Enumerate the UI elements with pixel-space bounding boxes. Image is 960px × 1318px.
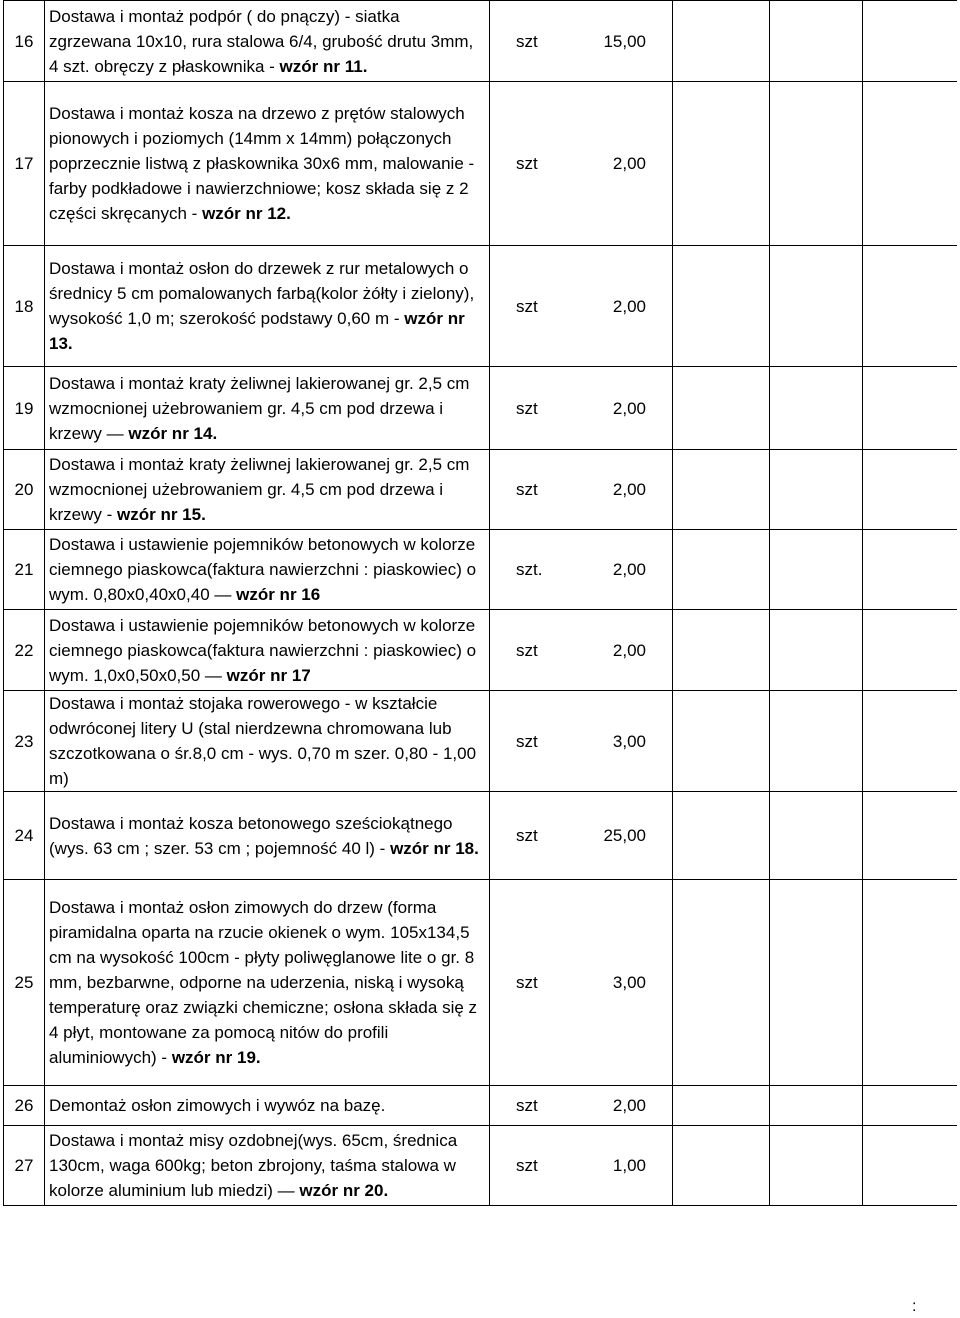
unit: szt xyxy=(516,1156,538,1175)
pattern-reference: wzór nr 18. xyxy=(390,838,479,858)
unit: szt xyxy=(516,731,538,751)
pattern-reference: wzór nr 19. xyxy=(171,1048,261,1067)
empty-cell xyxy=(863,530,957,610)
empty-cell xyxy=(770,450,863,530)
table-row xyxy=(4,880,957,1086)
quantity-cell xyxy=(490,792,673,880)
row-number: 23 xyxy=(4,691,45,792)
row-number: 21 xyxy=(4,530,45,610)
item-description: Dostawa i montaż podpór ( do pnączy) - siatka zgrzewana 10x10, rura stalowa 6/4, grubość drutu 3mm, 4 szt. obręczy z płaskownika - wzór nr 11. xyxy=(45,1,490,82)
quantity: 2,00 xyxy=(612,480,646,499)
row-number: 26 xyxy=(4,1086,45,1126)
unit: szt xyxy=(516,296,538,316)
empty-cell xyxy=(673,450,770,530)
row-number: 20 xyxy=(4,450,45,530)
empty-cell xyxy=(770,1,863,82)
quantity-cell xyxy=(490,1126,673,1206)
quantity-cell xyxy=(490,82,673,246)
pattern-reference: wzór nr 16 xyxy=(236,585,321,604)
empty-cell xyxy=(863,691,957,792)
empty-cell xyxy=(673,367,770,450)
table-row xyxy=(4,792,957,880)
item-description: Dostawa i montaż kosza betonowego sześciokątnego (wys. 63 cm ; szer. 53 cm ; pojemność 40 l) - wzór nr 18. xyxy=(45,792,490,880)
item-description: Dostawa i montaż kosza na drzewo z prętów stalowych pionowych i poziomych (14mm x 14mm) połączonych poprzecznie listwą z płaskownika 30x6 mm, malowanie - farby podkładowe i nawierzchniowe; kosz składa się z 2 części skręcanych - wzór nr 12. xyxy=(45,82,490,246)
pattern-reference: wzór nr 11. xyxy=(279,56,368,76)
bill-of-quantities-table xyxy=(3,0,957,1206)
empty-cell xyxy=(673,1,770,82)
empty-cell xyxy=(863,1126,957,1206)
quantity: 2,00 xyxy=(612,154,646,173)
pattern-reference: wzór nr 17 xyxy=(226,665,311,685)
empty-cell xyxy=(770,367,863,450)
pattern-reference: wzór nr 13. xyxy=(49,309,465,353)
quantity-cell xyxy=(490,1,673,82)
empty-cell xyxy=(673,1086,770,1126)
quantity: 3,00 xyxy=(612,731,646,751)
empty-cell xyxy=(673,1126,770,1206)
unit: szt. xyxy=(516,560,543,579)
empty-cell xyxy=(770,246,863,367)
empty-cell xyxy=(673,530,770,610)
table-row xyxy=(4,1086,957,1126)
quantity: 15,00 xyxy=(603,31,646,51)
table-row xyxy=(4,82,957,246)
table-row xyxy=(4,691,957,792)
quantity: 2,00 xyxy=(612,398,646,418)
table-row xyxy=(4,450,957,530)
row-number: 16 xyxy=(4,1,45,82)
item-description: Dostawa i montaż osłon do drzewek z rur metalowych o średnicy 5 cm pomalowanych farbą(kolor żółty i zielony), wysokość 1,0 m; szerokość podstawy 0,60 m - wzór nr 13. xyxy=(45,246,490,367)
unit: szt xyxy=(516,398,538,418)
pattern-reference: wzór nr 15. xyxy=(117,505,206,524)
empty-cell xyxy=(770,530,863,610)
quantity: 3,00 xyxy=(612,973,646,992)
row-number: 22 xyxy=(4,610,45,691)
empty-cell xyxy=(863,792,957,880)
unit: szt xyxy=(516,826,538,845)
quantity-cell xyxy=(490,691,673,792)
page-footer-mark: : xyxy=(912,1298,917,1315)
unit: szt xyxy=(516,973,538,992)
pattern-reference: wzór nr 20. xyxy=(299,1181,389,1200)
unit: szt xyxy=(516,31,538,51)
empty-cell xyxy=(863,610,957,691)
row-number: 24 xyxy=(4,792,45,880)
row-number: 17 xyxy=(4,82,45,246)
empty-cell xyxy=(770,82,863,246)
table-row xyxy=(4,367,957,450)
empty-cell xyxy=(863,880,957,1086)
table-row xyxy=(4,1126,957,1206)
item-description: Dostawa i ustawienie pojemników betonowych w kolorze ciemnego piaskowca(faktura nawierzchni : piaskowiec) o wym. 1,0x0,50x0,50 — wzór nr 17 xyxy=(45,610,490,691)
empty-cell xyxy=(770,1126,863,1206)
empty-cell xyxy=(673,880,770,1086)
quantity-cell xyxy=(490,1086,673,1126)
empty-cell xyxy=(673,691,770,792)
row-number: 27 xyxy=(4,1126,45,1206)
item-description: Dostawa i montaż kraty żeliwnej lakierowanej gr. 2,5 cm wzmocnionej użebrowaniem gr. 4,5 cm pod drzewa i krzewy — wzór nr 14. xyxy=(45,367,490,450)
row-number: 25 xyxy=(4,880,45,1086)
empty-cell xyxy=(863,246,957,367)
empty-cell xyxy=(673,82,770,246)
quantity-cell xyxy=(490,610,673,691)
empty-cell xyxy=(863,367,957,450)
empty-cell xyxy=(863,1086,957,1126)
empty-cell xyxy=(863,450,957,530)
item-description: Demontaż osłon zimowych i wywóz na bazę. xyxy=(45,1086,490,1126)
table-row xyxy=(4,1,957,82)
empty-cell xyxy=(673,610,770,691)
item-description: Dostawa i montaż kraty żeliwnej lakierowanej gr. 2,5 cm wzmocnionej użebrowaniem gr. 4,5 cm pod drzewa i krzewy - wzór nr 15. xyxy=(45,450,490,530)
item-description: Dostawa i montaż stojaka rowerowego - w kształcie odwróconej litery U (stal nierdzewna chromowana lub szczotkowana o śr.8,0 cm - wys. 0,70 m szer. 0,80 - 1,00 m) xyxy=(45,691,490,792)
table-row xyxy=(4,246,957,367)
empty-cell xyxy=(863,1,957,82)
pattern-reference: wzór nr 12. xyxy=(202,204,291,223)
quantity-cell xyxy=(490,246,673,367)
item-description: Dostawa i ustawienie pojemników betonowych w kolorze ciemnego piaskowca(faktura nawierzchni : piaskowiec) o wym. 0,80x0,40x0,40 — wzór nr 16 xyxy=(45,530,490,610)
empty-cell xyxy=(770,792,863,880)
table-row xyxy=(4,530,957,610)
empty-cell xyxy=(863,82,957,246)
quantity: 1,00 xyxy=(612,1156,646,1175)
empty-cell xyxy=(770,691,863,792)
row-number: 19 xyxy=(4,367,45,450)
row-number: 18 xyxy=(4,246,45,367)
unit: szt xyxy=(516,154,538,173)
empty-cell xyxy=(673,246,770,367)
unit: szt xyxy=(516,480,538,499)
quantity: 2,00 xyxy=(612,640,646,660)
quantity-cell xyxy=(490,530,673,610)
quantity: 25,00 xyxy=(603,826,646,845)
quantity: 2,00 xyxy=(612,1096,646,1115)
quantity-cell xyxy=(490,367,673,450)
empty-cell xyxy=(770,880,863,1086)
empty-cell xyxy=(770,1086,863,1126)
quantity: 2,00 xyxy=(612,560,646,579)
empty-cell xyxy=(770,610,863,691)
item-description: Dostawa i montaż osłon zimowych do drzew (forma piramidalna oparta na rzucie okienek o wym. 105x134,5 cm na wysokość 100cm - płyty poliwęglanowe lite o gr. 8 mm, bezbarwne, odporne na uderzenia, niską i wysoką temperaturę oraz związki chemiczne; osłona składa się z 4 płyt, montowane za pomocą nitów do profili aluminiowych) - wzór nr 19. xyxy=(45,880,490,1086)
unit: szt xyxy=(516,640,538,660)
pattern-reference: wzór nr 14. xyxy=(128,423,218,443)
quantity-cell xyxy=(490,880,673,1086)
table-row xyxy=(4,610,957,691)
quantity-cell xyxy=(490,450,673,530)
unit: szt xyxy=(516,1096,538,1115)
quantity: 2,00 xyxy=(612,296,646,316)
empty-cell xyxy=(673,792,770,880)
item-description: Dostawa i montaż misy ozdobnej(wys. 65cm, średnica 130cm, waga 600kg; beton zbrojony, taśma stalowa w kolorze aluminium lub miedzi) — wzór nr 20. xyxy=(45,1126,490,1206)
